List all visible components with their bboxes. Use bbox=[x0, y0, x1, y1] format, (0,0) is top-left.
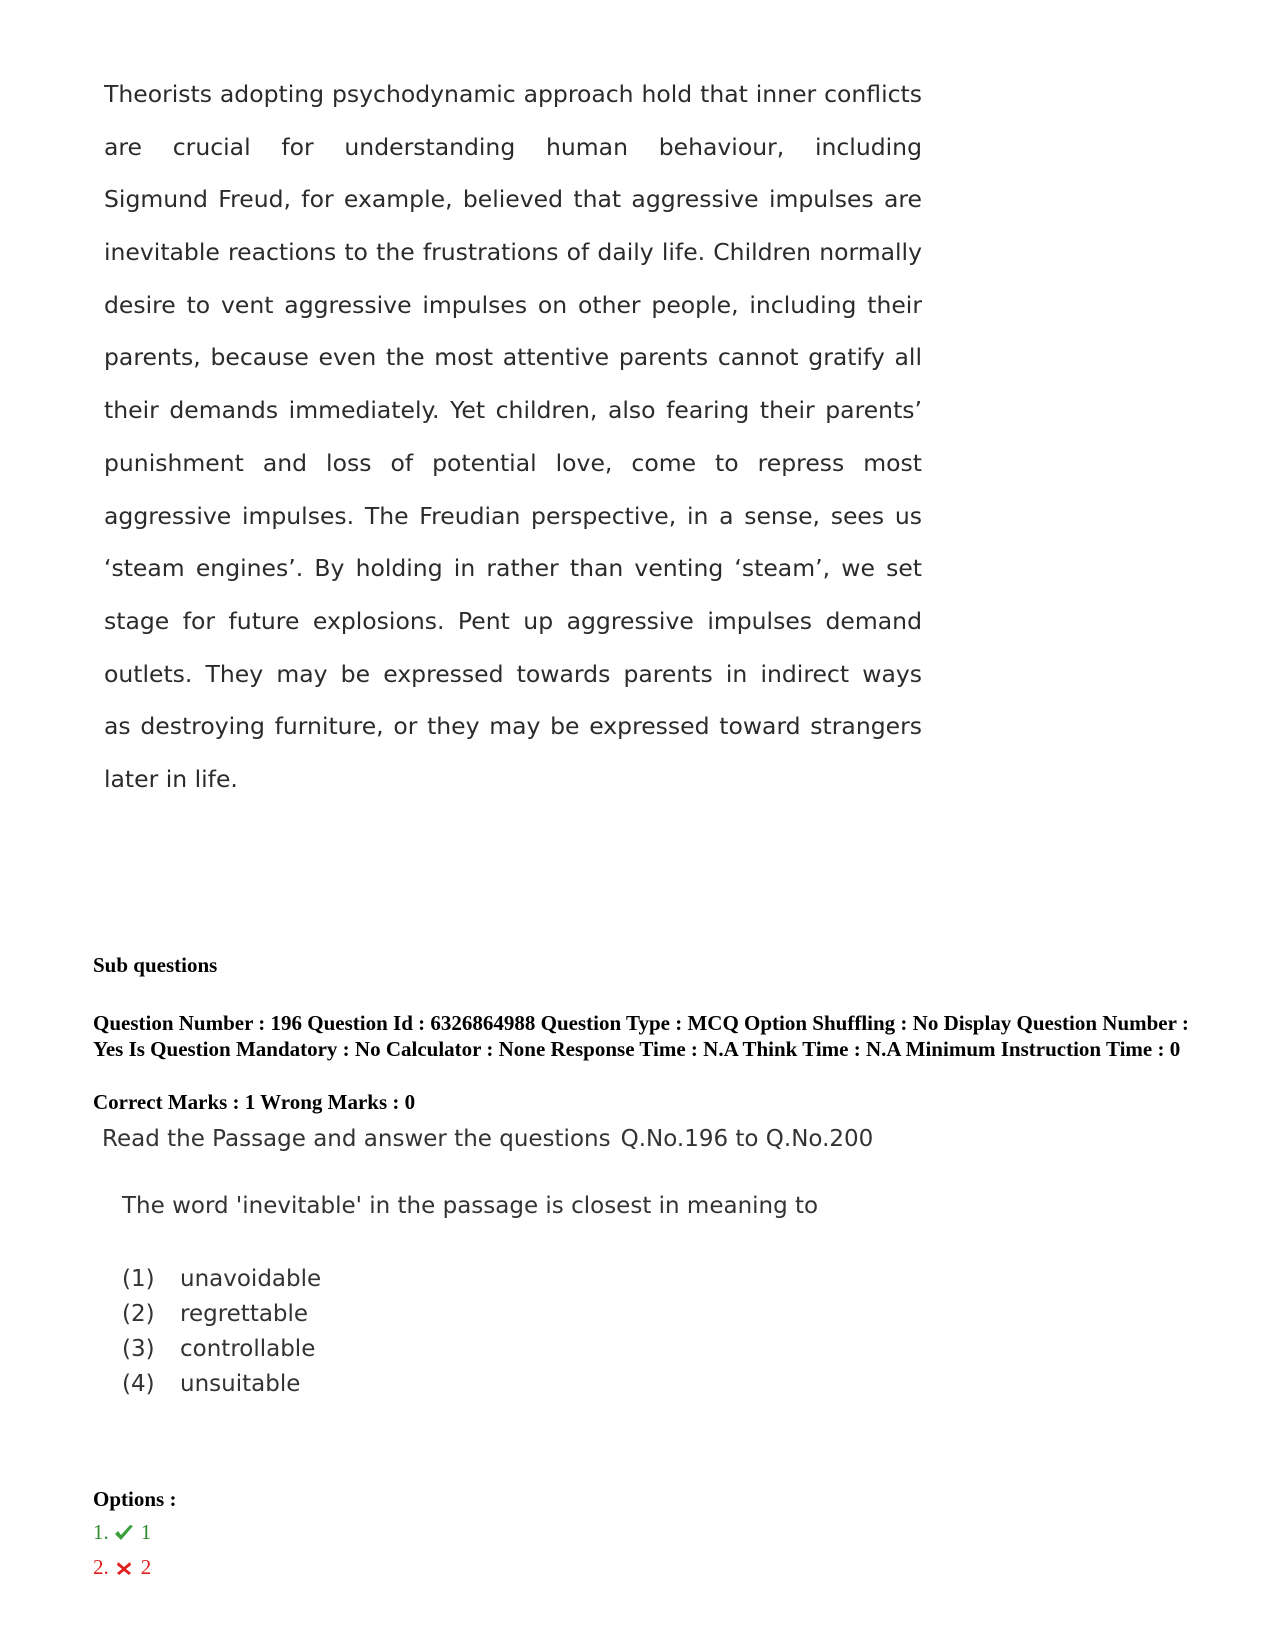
choice-text: unsuitable bbox=[180, 1371, 301, 1397]
choice-number: (1) bbox=[122, 1266, 155, 1292]
question-text: The word 'inevitable' in the passage is closest in meaning to bbox=[122, 1193, 819, 1219]
option-correct bbox=[93, 1520, 151, 1545]
passage-line: later in life. bbox=[104, 764, 238, 793]
passage-line: Theorists adopting psychodynamic approach hold that inner conflicts bbox=[104, 80, 922, 108]
option-index: 2. bbox=[93, 1555, 109, 1579]
passage-line: stage for future explosions. Pent up aggressive impulses demand bbox=[104, 606, 922, 635]
passage-line: ‘steam engines’. By holding in rather than venting ‘steam’, we set bbox=[104, 554, 922, 583]
choice-number: (3) bbox=[122, 1336, 155, 1362]
passage-line: as destroying furniture, or they may be expressed toward strangers bbox=[104, 712, 922, 741]
choice-number: (4) bbox=[122, 1371, 155, 1397]
passage-line: their demands immediately. Yet children, also fearing their parents’ bbox=[104, 396, 922, 425]
instruction-range: Q.No.196 to Q.No.200 bbox=[620, 1126, 874, 1152]
choice-item bbox=[122, 1262, 321, 1297]
option-index: 1. bbox=[93, 1520, 109, 1544]
choice-text: unavoidable bbox=[180, 1266, 322, 1292]
instruction-text: Read the Passage and answer the questions bbox=[102, 1126, 611, 1152]
choice-text: controllable bbox=[180, 1336, 316, 1362]
choice-number: (2) bbox=[122, 1301, 155, 1327]
question-metadata: Question Number : 196 Question Id : 6326864988 Question Type : MCQ Option Shuffling : No Display Question Number : Yes Is Question Mandatory : No Calculator : None Response Time : N.A Think Time : N.A Minimum Instruction Time : 0 bbox=[93, 1011, 1189, 1061]
question-instruction bbox=[102, 1126, 873, 1152]
passage-line: are crucial for understanding human behaviour, including bbox=[104, 132, 922, 161]
passage-line: inevitable reactions to the frustrations of daily life. Children normally bbox=[104, 238, 922, 267]
choice-text: regrettable bbox=[180, 1301, 309, 1327]
choice-item bbox=[122, 1332, 321, 1367]
passage bbox=[104, 68, 922, 806]
options-heading: Options : bbox=[93, 1487, 177, 1511]
passage-line: Sigmund Freud, for example, believed that aggressive impulses are bbox=[104, 185, 922, 214]
choice-item bbox=[122, 1297, 321, 1332]
option-value: 2 bbox=[140, 1555, 152, 1579]
passage-line: outlets. They may be expressed towards parents in indirect ways bbox=[104, 659, 922, 688]
marks-info: Correct Marks : 1 Wrong Marks : 0 bbox=[93, 1090, 416, 1114]
option-wrong bbox=[93, 1555, 151, 1580]
cross-icon bbox=[113, 1558, 135, 1578]
passage-line: desire to vent aggressive impulses on other people, including their bbox=[104, 290, 922, 319]
passage-line: parents, because even the most attentive parents cannot gratify all bbox=[104, 343, 922, 372]
passage-line: punishment and loss of potential love, come to repress most bbox=[104, 448, 922, 477]
sub-questions-heading: Sub questions bbox=[93, 953, 218, 977]
choice-list bbox=[122, 1262, 321, 1402]
choice-item bbox=[122, 1367, 321, 1402]
passage-line: aggressive impulses. The Freudian perspective, in a sense, sees us bbox=[104, 501, 922, 530]
option-value: 1 bbox=[140, 1520, 152, 1544]
check-icon bbox=[113, 1523, 135, 1543]
